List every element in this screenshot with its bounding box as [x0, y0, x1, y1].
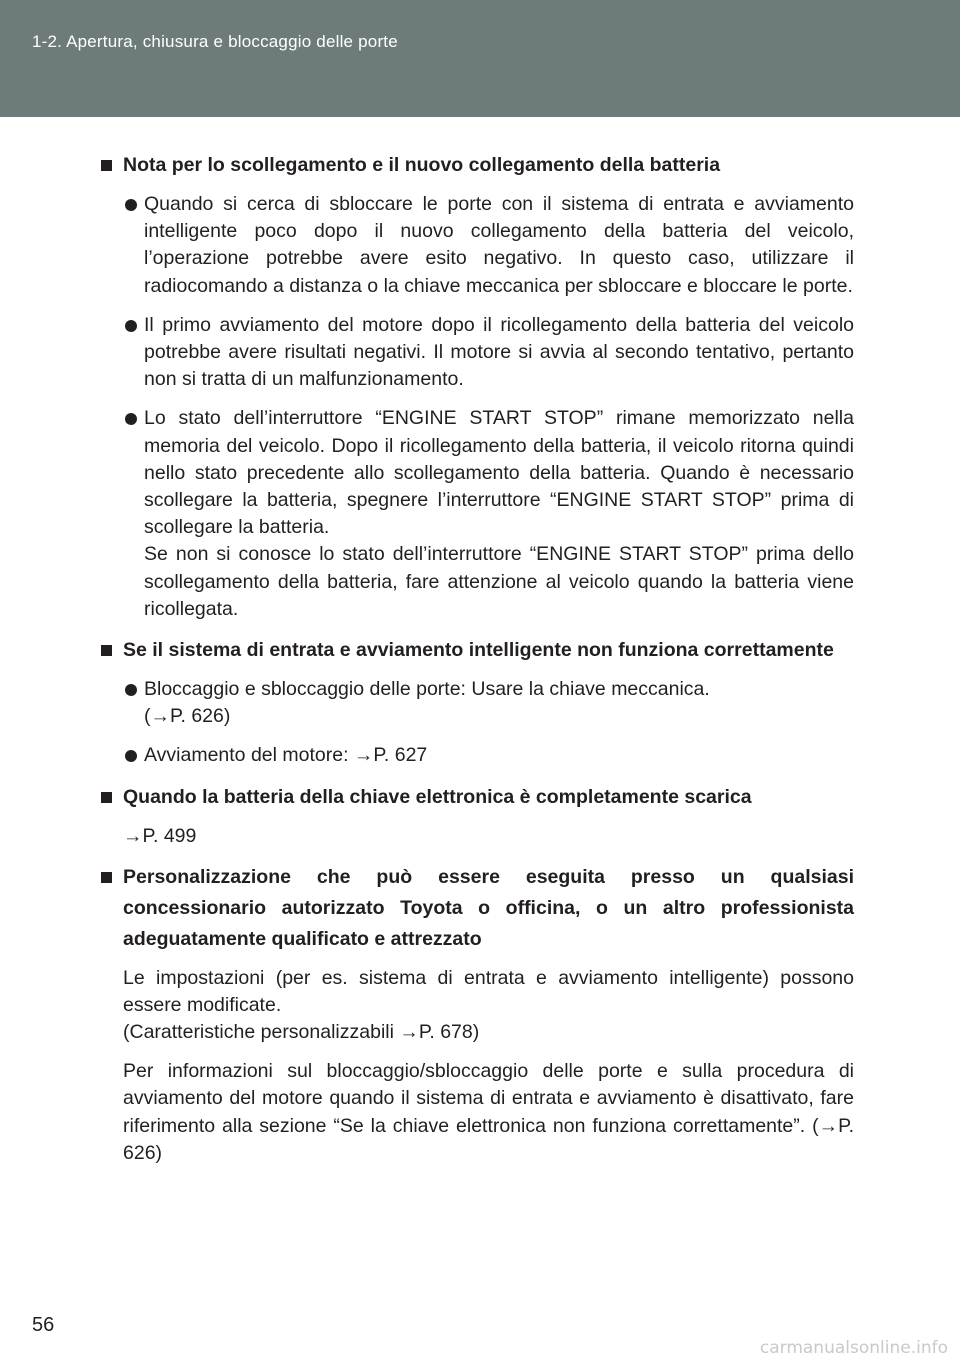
round-bullet-icon	[125, 684, 137, 696]
section-heading: Se il sistema di entrata e avviamento intelligente non funziona correttamente	[100, 635, 854, 666]
round-bullet-icon	[125, 413, 137, 425]
square-bullet-icon	[101, 645, 112, 656]
page-number: 56	[32, 1314, 55, 1336]
section-heading: Quando la batteria della chiave elettronica è completamente scarica	[100, 782, 854, 813]
section-heading: Personalizzazione che può essere eseguita presso un qualsiasi concessionario autorizzato Toyota o officina, o un altro professionista adeguatamente qualificato e attrezzato	[100, 862, 854, 955]
square-bullet-icon	[101, 160, 112, 171]
section-battery-reconnection	[100, 150, 854, 623]
section-key-battery-depleted	[100, 782, 854, 850]
list-item: Il primo avviamento del motore dopo il ricollegamento della batteria del veicolo potrebbe avere risultati negativi. Il motore si avvia al secondo tentativo, pertanto non si tratta di un malfunzionamento.	[100, 312, 854, 394]
list-item: Lo stato dell’interruttore “ENGINE START STOP” rimane memorizzato nella memoria del veicolo. Dopo il ricollegamento della batteria, il veicolo ritorna quindi nello stato precedente allo scollegamento della batteria. Quando è necessario scollegare la batteria, spegnere l’interruttore “ENGINE START STOP” prima di scollegare la batteria. Se non si conosce lo stato dell’interruttore “ENGINE START STOP” prima dello scollegamento della batteria, fare attenzione al veicolo quando la batteria viene ricollegata.	[100, 405, 854, 623]
watermark: carmanualsonline.info	[759, 1338, 948, 1358]
round-bullet-icon	[125, 750, 137, 762]
round-bullet-icon	[125, 199, 137, 211]
chapter-header-band	[0, 0, 960, 117]
square-bullet-icon	[101, 872, 112, 883]
page-content	[100, 150, 854, 1179]
list-item: Bloccaggio e sbloccaggio delle porte: Usare la chiave meccanica. (→P. 626)	[100, 676, 854, 730]
paragraph: Le impostazioni (per es. sistema di entrata e avviamento intelligente) possono essere modificate. (Caratteristiche personalizzabili →P. 678)	[123, 966, 854, 1044]
chapter-title: 1-2. Apertura, chiusura e bloccaggio delle porte	[32, 32, 398, 51]
round-bullet-icon	[125, 320, 137, 332]
paragraph: Per informazioni sul bloccaggio/sbloccaggio delle porte e sulla procedura di avviamento del motore quando il sistema di entrata e avviamento è disattivato, fare riferimento alla sezione “Se la chiave elettronica non funziona correttamente”. (→P. 626)	[123, 1060, 854, 1164]
section-customization	[100, 862, 854, 1167]
section-system-malfunction	[100, 635, 854, 770]
square-bullet-icon	[101, 792, 112, 803]
page-reference: →P. 499	[123, 824, 197, 847]
list-item: Avviamento del motore: →P. 627	[100, 742, 854, 769]
list-item: Quando si cerca di sbloccare le porte con il sistema di entrata e avviamento intelligente poco dopo il nuovo collegamento della batteria del veicolo, l’operazione potrebbe avere esito negativo. In questo caso, utilizzare il radiocomando a distanza o la chiave meccanica per sbloccare e bloccare le porte.	[100, 191, 854, 300]
section-heading: Nota per lo scollegamento e il nuovo collegamento della batteria	[100, 150, 854, 181]
